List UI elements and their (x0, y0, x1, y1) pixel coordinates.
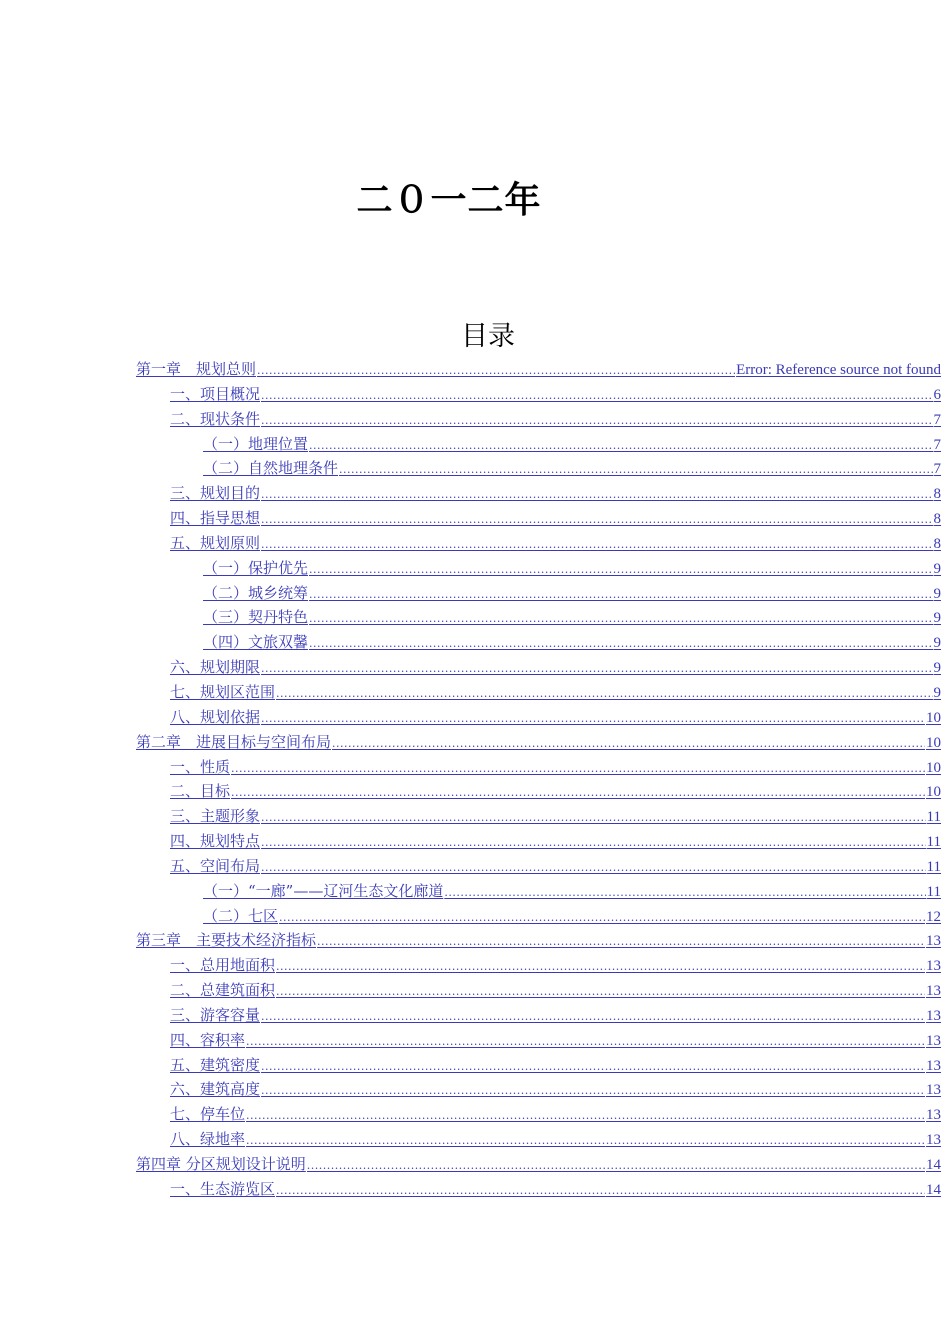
toc-dot-leader (261, 383, 932, 407)
toc-entry-page: 13 (926, 983, 941, 1000)
toc-dot-leader (309, 606, 932, 630)
toc-entry[interactable] (136, 978, 941, 1003)
toc-entry[interactable] (136, 953, 941, 978)
toc-dot-leader (276, 681, 932, 705)
toc-entry-page: 13 (926, 1082, 941, 1099)
toc-entry-label: 三、主题形象 (170, 807, 261, 826)
toc-dot-leader (309, 631, 932, 655)
toc-entry-label: （二）城乡统筹 (203, 583, 309, 602)
toc-dot-leader (276, 1178, 925, 1202)
toc-entry-label: 八、规划依据 (170, 707, 261, 726)
toc-entry-label: 七、停车位 (170, 1105, 246, 1124)
toc-entry-label: （二）自然地理条件 (203, 459, 339, 478)
table-of-contents (136, 357, 941, 1202)
toc-entry[interactable] (136, 1177, 941, 1202)
toc-dot-leader (246, 1103, 925, 1127)
toc-entry[interactable] (136, 804, 941, 829)
toc-entry-label: 第四章 分区规划设计说明 (136, 1155, 306, 1173)
toc-entry-page: 11 (926, 834, 941, 851)
toc-entry-page: Error: Reference source not found (736, 362, 941, 378)
toc-entry[interactable] (136, 581, 941, 606)
toc-entry[interactable] (136, 432, 941, 457)
toc-entry-page: 6 (933, 386, 941, 403)
toc-dot-leader (257, 358, 735, 382)
toc-dot-leader (279, 905, 925, 929)
toc-dot-leader (339, 457, 932, 481)
toc-entry[interactable] (136, 481, 941, 506)
toc-entry-page: 9 (933, 585, 941, 602)
toc-entry[interactable] (136, 829, 941, 854)
toc-entry[interactable] (136, 605, 941, 630)
toc-entry-label: 四、容积率 (170, 1030, 246, 1049)
toc-entry-page: 13 (926, 1007, 941, 1024)
toc-entry-page: 7 (933, 411, 941, 428)
toc-entry-label: 八、绿地率 (170, 1130, 246, 1149)
toc-entry-label: 五、空间布局 (170, 856, 261, 875)
toc-entry[interactable] (136, 506, 941, 531)
toc-dot-leader (332, 731, 925, 755)
toc-entry[interactable] (136, 680, 941, 705)
toc-entry-page: 10 (926, 784, 941, 801)
toc-entry[interactable] (136, 655, 941, 680)
toc-dot-leader (309, 557, 932, 581)
toc-entry-page: 9 (933, 635, 941, 652)
toc-entry-label: 七、规划区范围 (170, 682, 276, 701)
toc-entry[interactable] (136, 556, 941, 581)
toc-entry-label: 六、建筑高度 (170, 1080, 261, 1099)
toc-entry-page: 13 (926, 933, 941, 950)
toc-entry-label: （三）契丹特色 (203, 608, 309, 627)
toc-entry-label: （二）七区 (203, 906, 279, 925)
toc-dot-leader (261, 1004, 925, 1028)
toc-entry-label: （一）“一廊”——辽河生态文化廊道 (203, 881, 444, 900)
toc-entry[interactable] (136, 357, 941, 382)
toc-dot-leader (261, 855, 926, 879)
toc-entry-label: （一）保护优先 (203, 558, 309, 577)
toc-entry-page: 7 (933, 436, 941, 453)
toc-dot-leader (261, 482, 932, 506)
toc-entry[interactable] (136, 1152, 941, 1177)
toc-entry-page: 13 (926, 1057, 941, 1074)
toc-entry-page: 13 (926, 1107, 941, 1124)
toc-entry-label: 六、规划期限 (170, 658, 261, 677)
toc-dot-leader (261, 532, 932, 556)
toc-entry-page: 11 (926, 809, 941, 826)
toc-entry-label: 四、规划特点 (170, 832, 261, 851)
toc-entry[interactable] (136, 1077, 941, 1102)
toc-entry-page: 13 (926, 1132, 941, 1149)
toc-dot-leader (276, 954, 925, 978)
toc-entry-page: 9 (933, 610, 941, 627)
toc-entry-page: 9 (933, 684, 941, 701)
toc-entry[interactable] (136, 630, 941, 655)
toc-dot-leader (261, 1054, 925, 1078)
toc-dot-leader (307, 1153, 925, 1177)
toc-entry-label: （四）文旅双馨 (203, 633, 309, 652)
toc-dot-leader (231, 756, 925, 780)
toc-entry[interactable] (136, 1102, 941, 1127)
toc-entry-label: 三、游客容量 (170, 1005, 261, 1024)
toc-entry-label: 二、现状条件 (170, 409, 261, 428)
toc-entry-label: 第三章 主要技术经济指标 (136, 931, 317, 950)
toc-dot-leader (309, 433, 932, 457)
toc-dot-leader (261, 408, 932, 432)
toc-entry-page: 9 (933, 660, 941, 677)
toc-dot-leader (261, 706, 925, 730)
toc-entry[interactable] (136, 1127, 941, 1152)
toc-entry-label: 一、总用地面积 (170, 956, 276, 975)
toc-entry-page: 10 (926, 759, 941, 776)
toc-entry[interactable] (136, 779, 941, 804)
toc-dot-leader (444, 880, 925, 904)
toc-heading: 目录 (461, 321, 515, 352)
toc-entry-page: 11 (926, 883, 941, 900)
toc-dot-leader (261, 507, 932, 531)
toc-entry[interactable] (136, 1028, 941, 1053)
toc-entry-page: 8 (933, 486, 941, 503)
toc-entry-page: 8 (933, 511, 941, 528)
toc-dot-leader (261, 656, 932, 680)
toc-dot-leader (309, 582, 932, 606)
toc-entry-label: 五、建筑密度 (170, 1055, 261, 1074)
toc-entry-page: 14 (926, 1181, 941, 1198)
toc-entry-page: 11 (926, 858, 941, 875)
toc-entry-label: 五、规划原则 (170, 533, 261, 552)
toc-entry-label: 二、目标 (170, 782, 231, 801)
toc-entry-page: 13 (926, 1032, 941, 1049)
toc-entry-label: 一、性质 (170, 757, 231, 776)
toc-dot-leader (246, 1128, 925, 1152)
toc-entry-page: 10 (926, 734, 941, 751)
toc-entry-page: 12 (926, 908, 941, 925)
toc-dot-leader (261, 830, 926, 854)
toc-entry[interactable] (136, 382, 941, 407)
year-title: 二０一二年 (356, 179, 542, 221)
toc-entry[interactable] (136, 879, 941, 904)
toc-entry[interactable] (136, 1003, 941, 1028)
toc-entry-label: 一、生态游览区 (170, 1179, 276, 1198)
toc-entry[interactable] (136, 854, 941, 879)
toc-entry-page: 9 (933, 560, 941, 577)
toc-entry[interactable] (136, 1053, 941, 1078)
toc-entry[interactable] (136, 531, 941, 556)
toc-dot-leader (261, 805, 926, 829)
toc-entry-label: 二、总建筑面积 (170, 981, 276, 1000)
toc-entry-label: 第一章 规划总则 (136, 360, 257, 378)
toc-entry-page: 10 (926, 709, 941, 726)
toc-entry[interactable] (136, 456, 941, 481)
toc-entry-page: 7 (933, 461, 941, 478)
toc-entry-label: 三、规划目的 (170, 484, 261, 503)
toc-entry-page: 14 (926, 1157, 941, 1173)
toc-entry[interactable] (136, 755, 941, 780)
toc-entry-label: 一、项目概况 (170, 384, 261, 403)
toc-entry-label: 四、指导思想 (170, 509, 261, 528)
toc-dot-leader (276, 979, 925, 1003)
toc-entry-page: 8 (933, 535, 941, 552)
toc-entry[interactable] (136, 705, 941, 730)
toc-dot-leader (246, 1029, 925, 1053)
toc-dot-leader (317, 929, 925, 953)
toc-entry[interactable] (136, 407, 941, 432)
toc-entry[interactable] (136, 904, 941, 929)
toc-entry[interactable] (136, 730, 941, 755)
toc-dot-leader (261, 1078, 925, 1102)
toc-entry-page: 13 (926, 958, 941, 975)
toc-dot-leader (231, 780, 925, 804)
toc-entry-label: （一）地理位置 (203, 434, 309, 453)
toc-entry[interactable] (136, 928, 941, 953)
toc-entry-label: 第二章 进展目标与空间布局 (136, 732, 332, 751)
